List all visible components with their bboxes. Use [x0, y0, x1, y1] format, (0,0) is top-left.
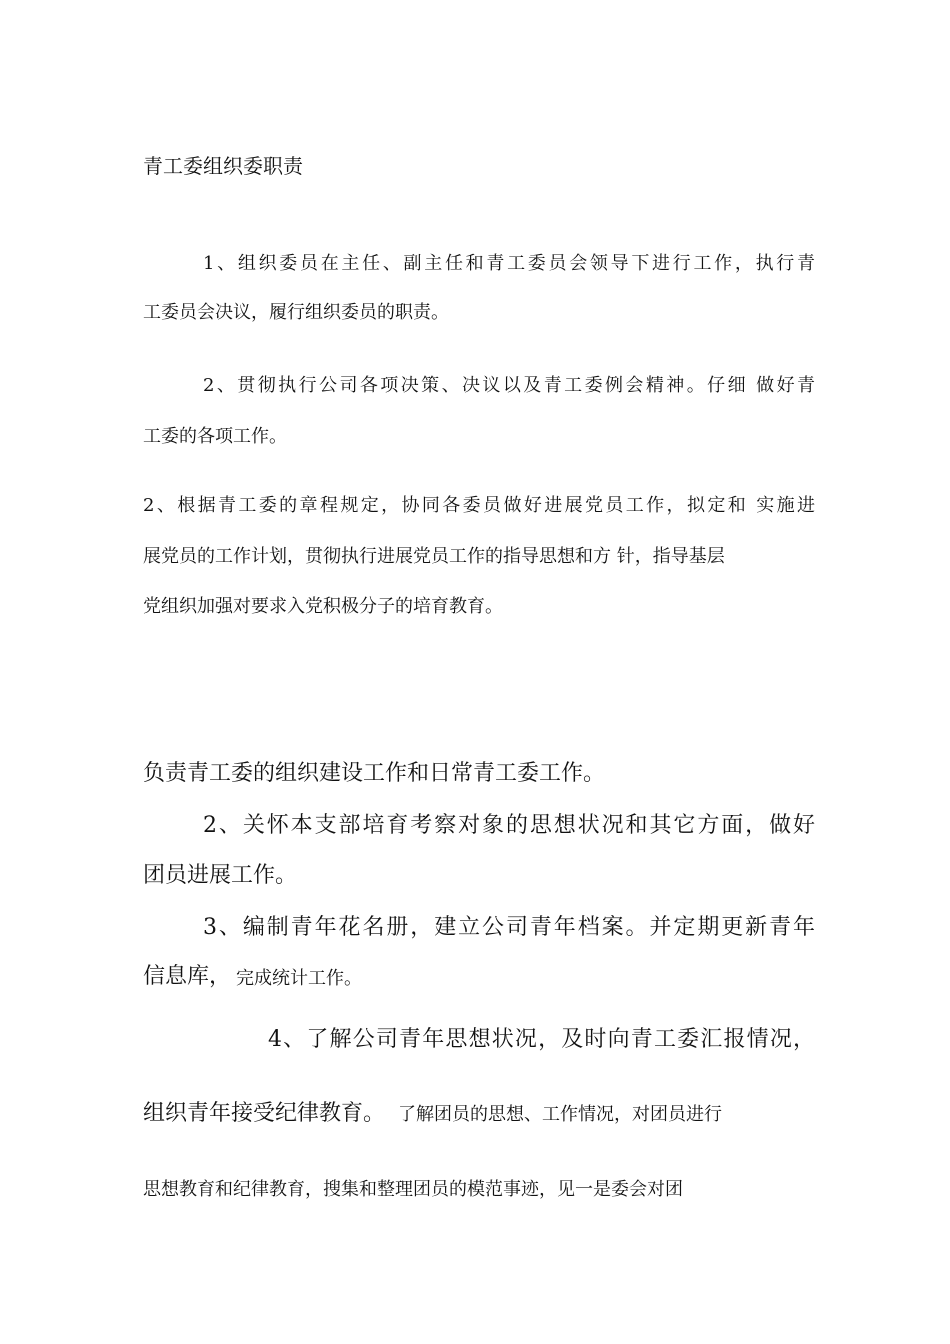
paragraph-line: 工委的各项工作。	[143, 426, 287, 447]
paragraph-line: 4、了解公司青年思想状况，及时向青工委汇报情况，	[268, 1027, 815, 1052]
paragraph-line: 2、贯彻执行公司各项决策、决议以及青工委例会精神。仔细 做好青	[203, 375, 815, 396]
paragraph-line: 2、根据青工委的章程规定，协同各委员做好进展党员工作，拟定和 实施进	[143, 495, 815, 516]
paragraph-line: 工委员会决议，履行组织委员的职责。	[143, 302, 449, 323]
paragraph-line-part: 了解团员的思想、工作情况，对团员进行	[398, 1104, 722, 1125]
paragraph-line-part: 完成统计工作。	[236, 968, 362, 989]
paragraph-line-part: 组织青年接受纪律教育。	[143, 1101, 386, 1126]
paragraph-line: 展党员的工作计划，贯彻执行进展党员工作的指导思想和方 针，指导基层	[143, 546, 725, 567]
document-title: 青工委组织委职责	[143, 154, 303, 178]
paragraph-line-part: 信息库，	[143, 964, 232, 989]
paragraph-line: 2、关怀本支部培育考察对象的思想状况和其它方面，做好	[203, 813, 815, 838]
paragraph-line: 思想教育和纪律教育，搜集和整理团员的模范事迹，见一是委会对团	[143, 1179, 683, 1200]
paragraph-line: 团员进展工作。	[143, 863, 298, 888]
paragraph-line: 负责青工委的组织建设工作和日常青工委工作。	[143, 761, 606, 786]
paragraph-line: 1、组织委员在主任、副主任和青工委员会领导下进行工作，执行青	[203, 253, 815, 274]
paragraph-line: 3、编制青年花名册，建立公司青年档案。并定期更新青年	[203, 915, 815, 940]
paragraph-line: 党组织加强对要求入党积极分子的培育教育。	[143, 596, 503, 617]
